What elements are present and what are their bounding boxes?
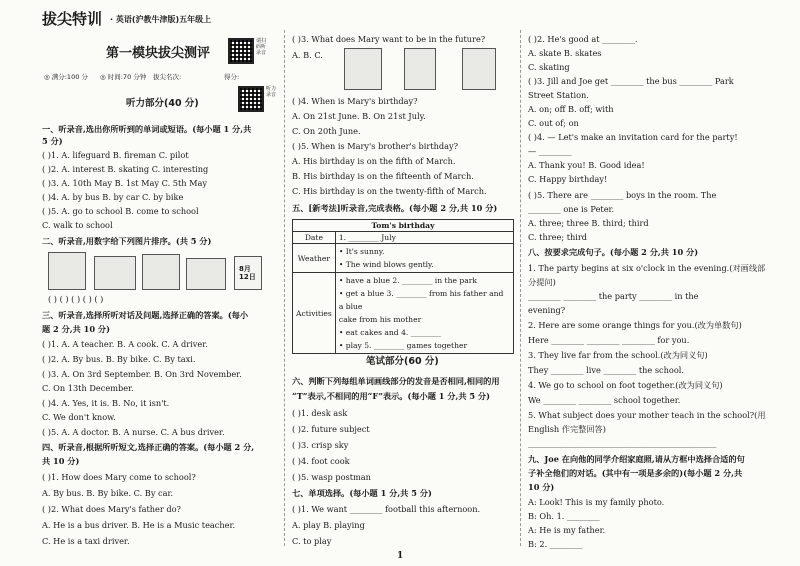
section-heading: 一、听录音,选出你所听到的单词或短语。(每小题 1 分,共 [42,124,252,134]
table-row-head: Activities [293,273,336,354]
question-line: ________ ________ the party ________ in the [528,291,699,301]
question-line: ( )4. When is Mary's birthday? [292,96,418,106]
section-heading: 四、听录音,根据所听短文,选择正确的答案。(每小题 2 分, [42,442,255,452]
question-line: A. He is a bus driver. B. He is a Music teacher. [42,520,236,530]
subtitle: · 英语(沪教牛津版)五年级上 [110,15,212,24]
question-line: ( )3. A. 10th May B. 1st May C. 5th May [42,178,208,188]
picture-car [186,258,226,290]
section-heading: 二、听录音,用数字给下列图片排序。(共 5 分) [42,236,212,246]
table-row-head: Weather [293,244,336,273]
picture-family [142,254,180,290]
table-cell: • have a blue 2. ________ in the park • get a blue 3. ________ from his father and a blue cake from his mother • eat cakes and 4. ________ • play 5. ________ games together [335,273,513,354]
column-divider [520,30,521,546]
dialogue-line: A: Look! This is my family photo. [528,497,665,507]
question-line: Street Station. [528,90,589,100]
table-cell: • It's sunny. • The wind blows gently. [335,244,513,273]
listening-title: 听力部分(40 分) [126,98,199,109]
question-line: ( )3. What does Mary want to be in the future? [292,34,486,44]
question-line: evening? [528,305,566,315]
question-line: English 作完整回答) [528,424,606,434]
question-line: ( )5. When is Mary's brother's birthday? [292,141,459,151]
question-line: C. to play [292,536,332,546]
question-line: 分提问) [528,277,556,287]
question-line: B. His birthday is on the fifteenth of March. [292,171,474,181]
page-number: 1 [397,551,404,561]
meta-score: ◎ 满分:100 分 [44,73,88,81]
question-line: C. three; third [528,232,588,242]
question-line: ( )3. A. On 3rd September. B. On 3rd November. [42,369,242,379]
question-line: ( )5. wasp postman [292,472,371,482]
section-heading: 八、按要求完成句子。(每小题 2 分,共 10 分) [528,247,699,257]
answer-line: ______________________________________________ [528,438,717,448]
question-line: C. out of; on [528,118,579,128]
question-line: We ________ ________ school together. [528,395,681,405]
section-heading: 七、单项选择。(每小题 1 分,共 5 分) [292,488,432,498]
qr-code [238,86,264,112]
question-line: ( )3. Jill and Joe get ________ the bus ________ Park [528,76,734,86]
qr-label: 请扫码听录音 [256,38,267,56]
question-line: ________ one is Peter. [528,204,615,214]
question-line: 2. Here are some orange things for you.(改为单数句) [528,320,742,330]
question-line: C. He is a taxi driver. [42,536,130,546]
dialogue-line: B: Oh. 1. ________ [528,511,600,521]
question-line: C. skating [528,62,570,72]
question-line: 3. They live far from the school.(改为同义句) [528,350,708,360]
question-line: A. skate B. skates [528,48,602,58]
meta-mark: 得分: [224,73,240,81]
question-line: C. His birthday is on the twenty-fifth of March. [292,186,487,196]
question-line: Here ________ ________ ________ for you. [528,335,690,345]
question-line: ( )1. We want ________ football this afternoon. [292,504,481,514]
question-line: They ________ live ________ the school. [528,365,684,375]
question-line: C. On 20th June. [292,126,361,136]
question-line: ( )4. — Let's make an invitation card for the party! [528,132,738,142]
qr-code [228,38,254,64]
section-heading: 六、判断下列每组单词画线部分的发音是否相同,相同的用 [292,376,500,386]
section-heading: 九、Joe 在向他的同学介绍家庭照,请从方框中选择合适的句 [528,454,745,464]
section-heading: 5 分) [42,136,63,146]
section-heading: 10 分) [528,482,555,492]
question-line: A. three; three B. third; third [528,218,649,228]
section-heading: 共 10 分) [42,456,80,466]
brand: 拔尖特训 [42,10,103,28]
question-line: A. on; off B. off; with [528,104,614,114]
question-line: ( )2. He's good at ________. [528,34,638,44]
table-cell: 1. ________ July [335,232,513,244]
question-line: A. play B. playing [292,520,365,530]
question-line: ( )1. A. A teacher. B. A cook. C. A driver. [42,339,208,349]
question-line: C. walk to school [42,220,113,230]
table-row-head: Date [293,232,336,244]
question-line: A. By bus. B. By bike. C. By car. [42,488,174,498]
picture-bus [94,256,136,290]
picture-pilot [404,48,436,90]
question-line: ( )3. crisp sky [292,440,349,450]
section-heading: “T”表示,不相同的用“F”表示。(每小题 1 分,共 5 分) [292,391,490,401]
question-line: ( )1. desk ask [292,408,348,418]
question-line: ( )5. A. go to school B. come to school [42,206,199,216]
question-line: 5. What subject does your mother teach in the school?(用 [528,410,766,420]
picture-calendar: 8月 12日 [234,256,262,290]
question-line: ( )5. A. A doctor. B. A nurse. C. A bus driver. [42,427,225,437]
question-line: C. On 13th December. [42,383,134,393]
question-line: ( )2. A. By bus. B. By bike. C. By taxi. [42,354,196,364]
birthday-table [292,219,514,354]
question-line: ( )4. foot cook [292,456,350,466]
question-line: A. On 21st June. B. On 21st July. [292,111,426,121]
section-heading: 五、[新考法]听录音,完成表格。(每小题 2 分,共 10 分) [292,203,498,213]
question-line: A. Thank you! B. Good idea! [528,160,645,170]
writing-title: 笔试部分(60 分) [366,356,439,367]
picture-cook [48,252,86,290]
question-line: ( )5. There are ________ boys in the room. The [528,190,717,200]
question-line: ( )2. A. interest B. skating C. interesting [42,164,209,174]
question-line: C. We don't know. [42,412,116,422]
question-line: A. His birthday is on the fifth of March. [292,156,456,166]
qr-label: 听力录音 [266,86,277,98]
question-line: 4. We go to school on foot together.(改为同义句) [528,380,723,390]
section-heading: 题 2 分,共 10 分) [42,324,110,334]
page-title: 第一模块拔尖测评 [106,46,211,61]
question-line: ( )1. A. lifeguard B. fireman C. pilot [42,150,189,160]
option-labels: A. B. C. [292,50,323,60]
section-heading: 三、听录音,选择所听对话及问题,选择正确的答案。(每小 [42,310,249,320]
meta-rank: 拔尖名次: [153,73,182,81]
question-line: ( )2. What does Mary's father do? [42,504,181,514]
answer-brackets: ( ) ( ) ( ) ( ) ( ) [48,294,104,304]
section-heading: 子补全他们的对话。(其中有一项是多余的)(每小题 2 分,共 [528,468,743,478]
table-title: Tom's birthday [293,220,514,232]
question-line: ( )1. How does Mary come to school? [42,472,196,482]
meta-time: ◎ 时间:70 分钟 [100,73,147,81]
question-line: ( )2. future subject [292,424,370,434]
question-line: C. Happy birthday! [528,174,608,184]
dialogue-line: A: He is my father. [528,525,606,535]
column-divider [284,30,285,546]
question-line: ( )4. A. Yes, it is. B. No, it isn't. [42,398,170,408]
question-line: 1. The party begins at six o'clock in the evening.(对画线部 [528,263,766,273]
picture-teacher [462,48,496,90]
question-line: — ________ [528,146,572,156]
dialogue-line: B: 2. ________ [528,539,583,549]
picture-driver [344,48,382,90]
question-line: ( )4. A. by bus B. by car C. by bike [42,192,184,202]
